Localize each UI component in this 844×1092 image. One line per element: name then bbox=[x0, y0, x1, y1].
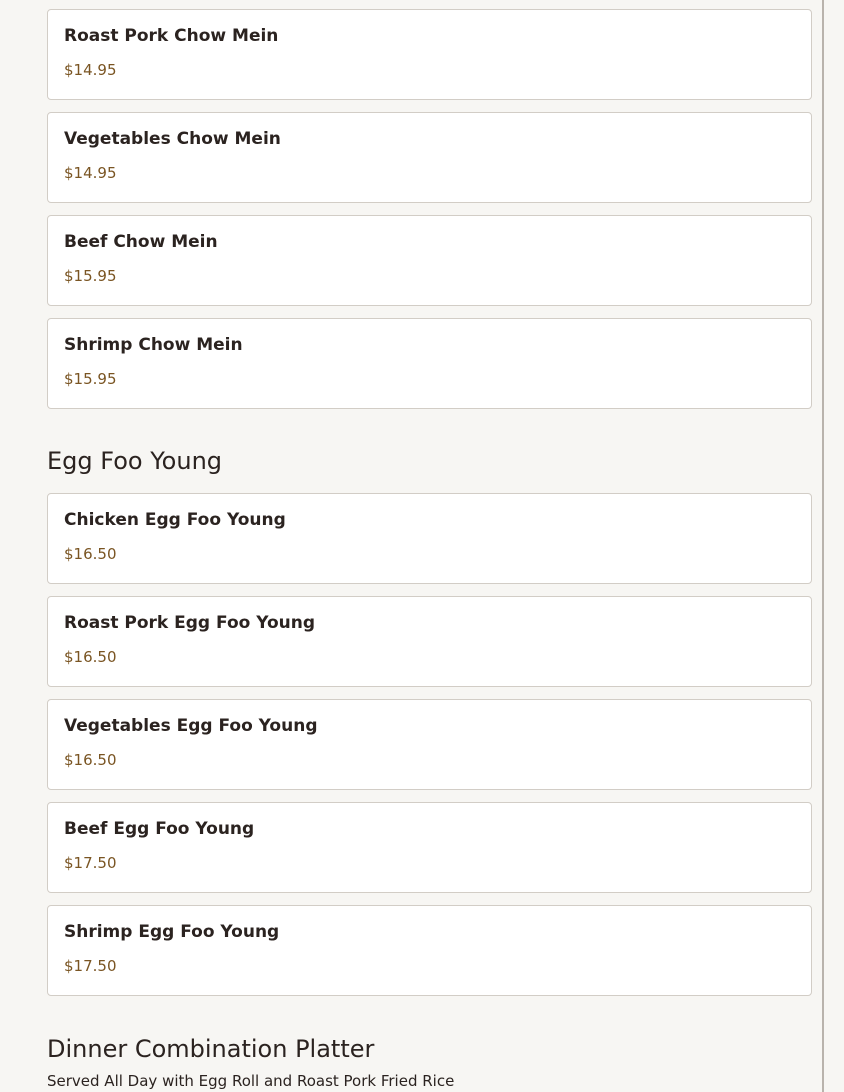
item-name: Beef Egg Foo Young bbox=[64, 819, 255, 839]
item-price: $15.95 bbox=[64, 370, 117, 388]
menu-item-roast-pork-chow-mein[interactable] bbox=[47, 9, 812, 100]
page-divider bbox=[822, 0, 824, 1092]
item-price: $15.95 bbox=[64, 267, 117, 285]
item-name: Vegetables Egg Foo Young bbox=[64, 716, 318, 736]
item-name: Beef Chow Mein bbox=[64, 232, 218, 252]
item-name: Roast Pork Chow Mein bbox=[64, 26, 279, 46]
menu-list bbox=[47, 0, 812, 1091]
section-heading-egg-foo-young: Egg Foo Young bbox=[47, 447, 223, 475]
menu-item-shrimp-chow-mein[interactable] bbox=[47, 318, 812, 409]
item-price: $16.50 bbox=[64, 545, 117, 563]
menu-item-roast-pork-egg-foo-young[interactable] bbox=[47, 596, 812, 687]
item-name: Vegetables Chow Mein bbox=[64, 129, 281, 149]
menu-item-beef-egg-foo-young[interactable] bbox=[47, 802, 812, 893]
item-price: $14.95 bbox=[64, 61, 117, 79]
menu-item-vegetables-chow-mein[interactable] bbox=[47, 112, 812, 203]
section-subtitle: Served All Day with Egg Roll and Roast Pork Fried Rice bbox=[47, 1072, 455, 1090]
item-price: $16.50 bbox=[64, 751, 117, 769]
menu-item-chicken-egg-foo-young[interactable] bbox=[47, 493, 812, 584]
menu-item-beef-chow-mein[interactable] bbox=[47, 215, 812, 306]
item-name: Chicken Egg Foo Young bbox=[64, 510, 286, 530]
item-price: $14.95 bbox=[64, 164, 117, 182]
item-price: $17.50 bbox=[64, 854, 117, 872]
item-price: $17.50 bbox=[64, 957, 117, 975]
item-price: $16.50 bbox=[64, 648, 117, 666]
item-name: Roast Pork Egg Foo Young bbox=[64, 613, 316, 633]
section-heading-dinner-combination: Dinner Combination Platter bbox=[47, 1035, 375, 1063]
item-name: Shrimp Egg Foo Young bbox=[64, 922, 280, 942]
menu-item-shrimp-egg-foo-young[interactable] bbox=[47, 905, 812, 996]
item-name: Shrimp Chow Mein bbox=[64, 335, 243, 355]
menu-item-vegetables-egg-foo-young[interactable] bbox=[47, 699, 812, 790]
